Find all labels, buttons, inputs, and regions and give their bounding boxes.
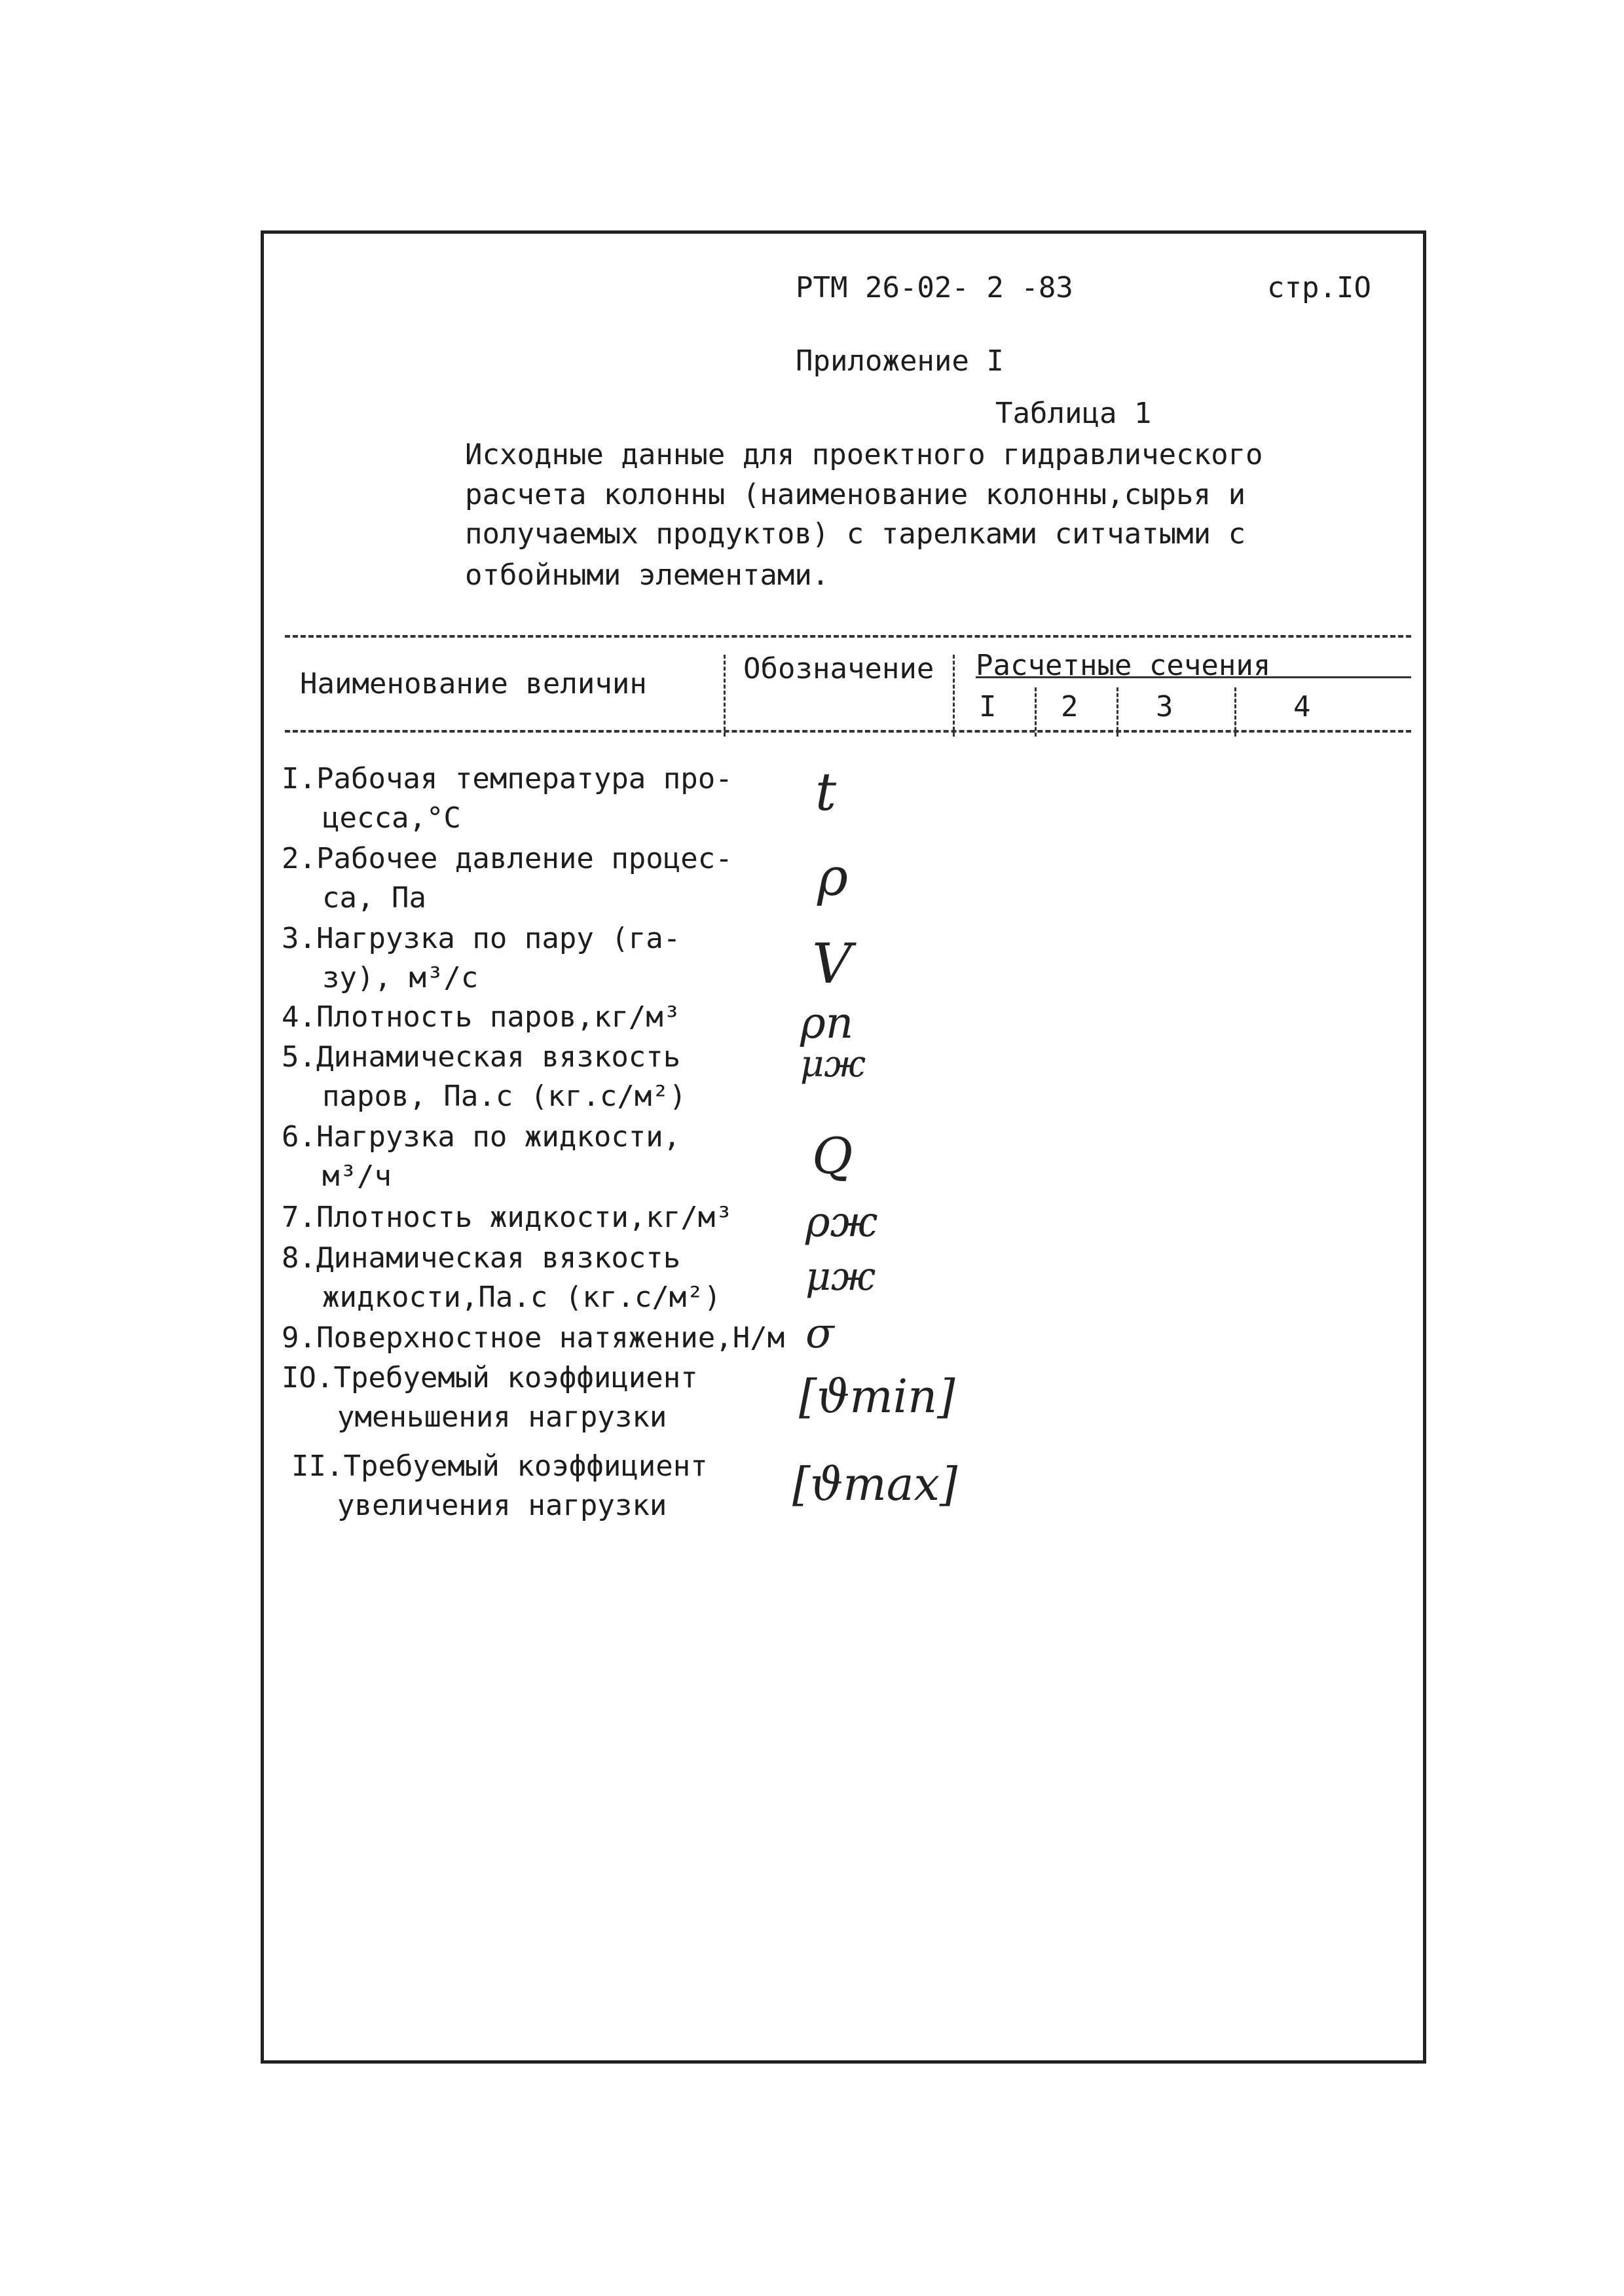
row-3-line-2: зу), м³/с: [322, 961, 479, 994]
row-6-symbol: Q: [812, 1127, 853, 1185]
table-label: Таблица 1: [995, 397, 1152, 430]
table-top-rule: [285, 635, 1411, 638]
col-separator-name-symbol: [724, 655, 726, 737]
row-9-symbol: σ: [805, 1309, 834, 1358]
section-1-label: I: [979, 690, 997, 723]
row-6-line-2: м³/ч: [322, 1159, 392, 1193]
row-11-line-1: II.Требуемый коэффициент: [291, 1449, 708, 1483]
col-separator-section-1-2: [1035, 687, 1037, 737]
row-6-line-1: 6.Нагрузка по жидкости,: [282, 1120, 681, 1154]
row-7-symbol: ρж: [805, 1198, 878, 1247]
section-4-label: 4: [1293, 690, 1311, 723]
row-11-symbol: [ϑmax]: [792, 1457, 958, 1511]
header-symbol-column: Обозначение: [743, 652, 934, 685]
col-separator-section-3-4: [1234, 687, 1236, 737]
row-10-symbol: [ϑmin]: [799, 1370, 955, 1423]
row-1-symbol: t: [815, 761, 837, 822]
row-7-line-1: 7.Плотность жидкости,кг/м³: [282, 1201, 733, 1234]
row-5-symbol: μж: [800, 1043, 866, 1085]
document-code: РТМ 26-02- 2 -83: [796, 271, 1073, 304]
row-9-line-1: 9.Поверхностное натяжение,Н/м: [282, 1321, 785, 1355]
row-3-line-1: 3.Нагрузка по пару (га-: [282, 922, 681, 955]
row-2-line-2: са, Па: [322, 881, 426, 915]
row-2-line-1: 2.Рабочее давление процес-: [282, 842, 733, 875]
caption-line-3: получаемых продуктов) с тарелками ситчатыми с: [465, 517, 1246, 551]
row-5-line-1: 5.Динамическая вязкость: [282, 1040, 681, 1074]
section-2-label: 2: [1061, 690, 1079, 723]
row-1-line-1: I.Рабочая температура про-: [282, 762, 733, 795]
page-number: стр.IO: [1267, 271, 1371, 304]
caption-line-4: отбойными элементами.: [465, 558, 830, 592]
section-3-label: 3: [1156, 690, 1173, 723]
header-name-column: Наименование величин: [300, 667, 647, 701]
row-3-symbol: V: [812, 932, 852, 996]
row-10-line-2: уменьшения нагрузки: [337, 1400, 667, 1434]
row-1-line-2: цесса,°С: [322, 801, 461, 835]
row-8-line-1: 8.Динамическая вязкость: [282, 1241, 681, 1275]
col-separator-symbol-sections: [953, 655, 955, 737]
col-separator-section-2-3: [1116, 687, 1118, 737]
row-4-symbol: ρп: [800, 998, 854, 1048]
row-5-line-2: паров, Па.с (кг.с/м²): [322, 1080, 687, 1113]
header-sections: Расчетные сечения: [976, 649, 1271, 682]
row-4-line-1: 4.Плотность паров,кг/м³: [282, 1000, 681, 1034]
row-8-line-2: жидкости,Па.с (кг.с/м²): [322, 1281, 722, 1314]
table-header-bottom-rule: [285, 730, 1411, 733]
row-2-symbol: ρ: [817, 847, 849, 907]
row-8-symbol: μж: [805, 1254, 876, 1300]
appendix-title: Приложение I: [796, 344, 1004, 378]
caption-line-2: расчета колонны (наименование колонны,сырья и: [465, 478, 1246, 511]
row-10-line-1: IO.Требуемый коэффициент: [282, 1361, 698, 1394]
caption-line-1: Исходные данные для проектного гидравлического: [465, 438, 1263, 471]
row-11-line-2: увеличения нагрузки: [337, 1489, 667, 1522]
